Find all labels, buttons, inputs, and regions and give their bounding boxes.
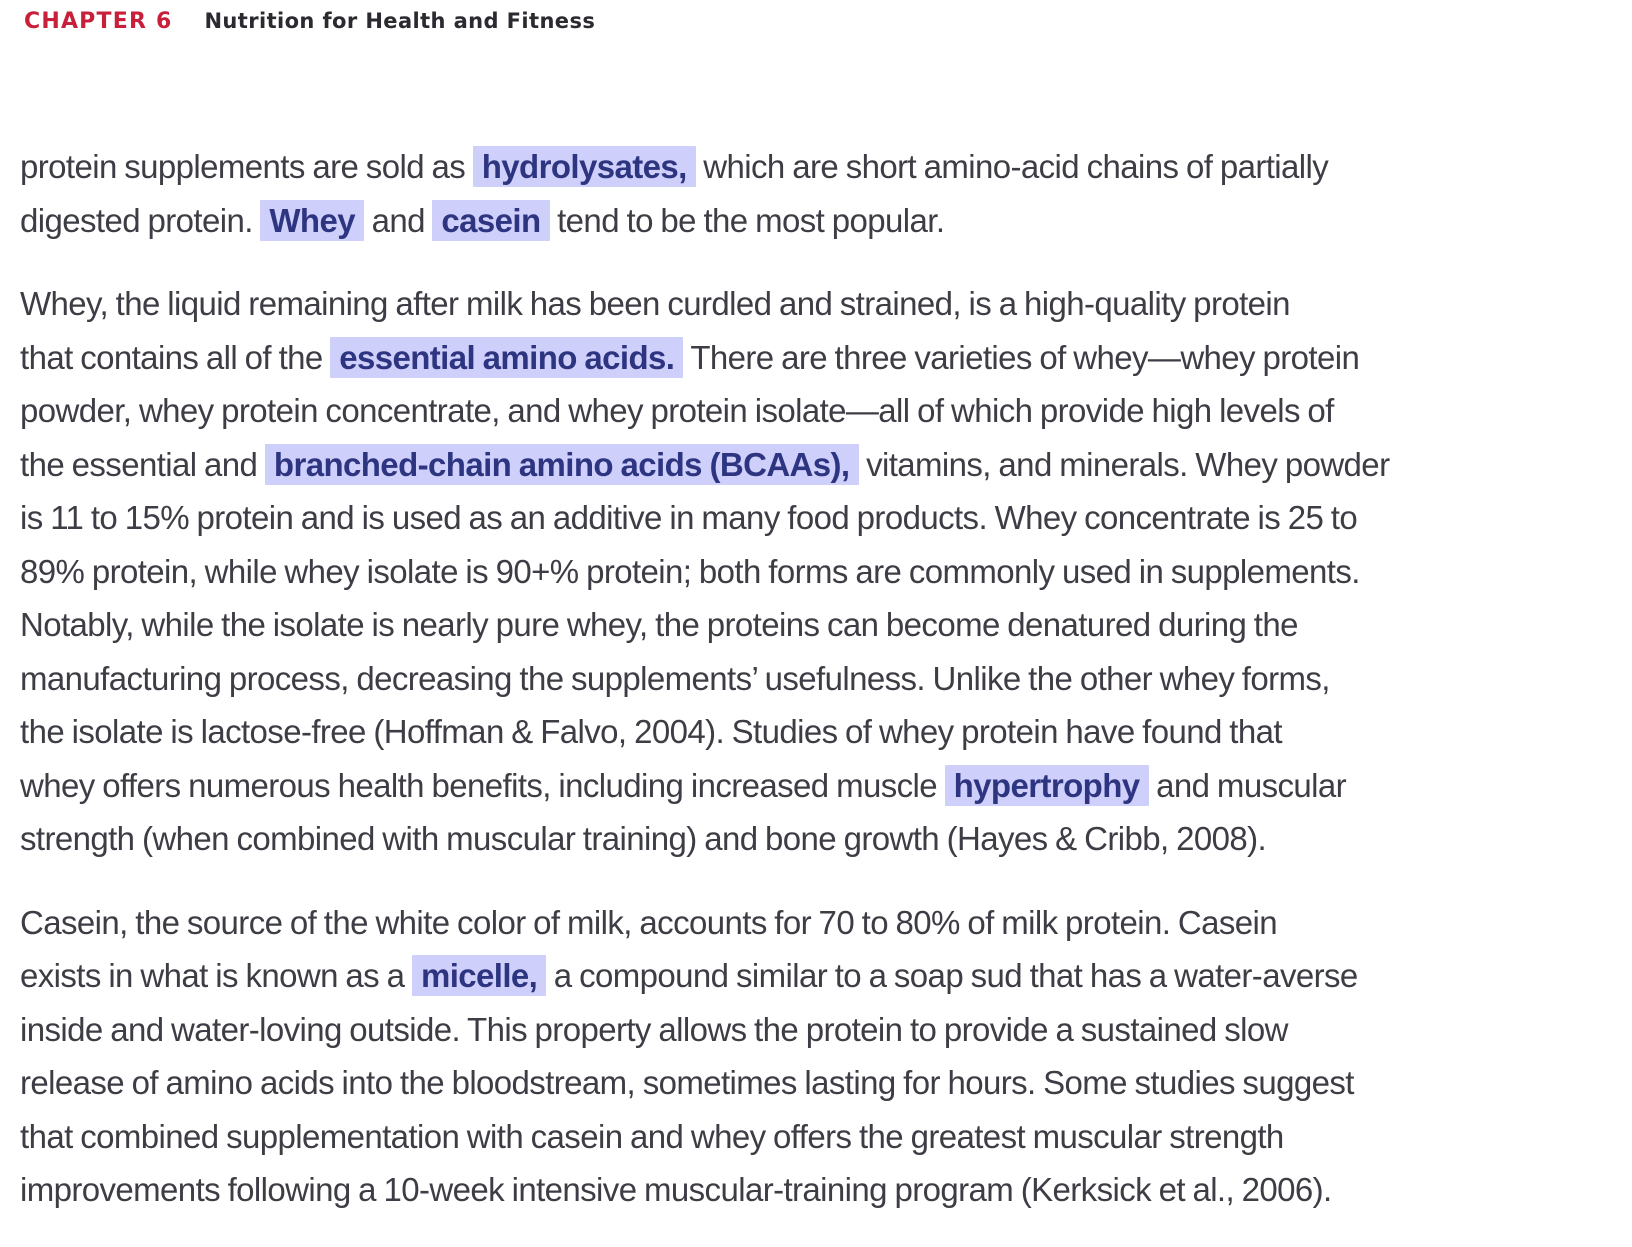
text-line (20, 1003, 1620, 1057)
body-paragraph (20, 277, 1620, 866)
page-body (20, 140, 1620, 1247)
text-segment: inside and water-loving outside. This property allows the protein to provide a sustained slow (20, 1010, 1288, 1048)
text-segment: strength (when combined with muscular training) and bone growth (Hayes & Cribb, 2008). (20, 820, 1267, 857)
text-segment: digested protein. (20, 201, 261, 239)
text-line (20, 545, 1620, 599)
text-segment: exists in what is known as a (20, 957, 412, 994)
text-line (20, 331, 1620, 385)
text-line (20, 1056, 1620, 1110)
text-line (20, 438, 1620, 492)
text-segment: manufacturing process, decreasing the supplements’ usefulness. Unlike the other whey forms, (20, 659, 1330, 697)
text-line (20, 194, 1620, 248)
body-paragraph (20, 140, 1620, 247)
text-line (20, 491, 1620, 545)
key-term-highlight: essential amino acids. (330, 337, 683, 378)
text-segment: the essential and (20, 445, 265, 483)
text-segment: the isolate is lactose-free (Hoffman & Falvo, 2004). Studies of whey protein have found that (20, 713, 1282, 750)
key-term-highlight: branched-chain amino acids (BCAAs), (265, 444, 859, 485)
running-header (24, 4, 595, 38)
text-segment: 89% protein, while whey isolate is 90+% protein; both forms are commonly used in supplements. (20, 552, 1360, 590)
text-segment: tend to be the most popular. (549, 201, 945, 239)
text-line (20, 705, 1620, 759)
text-line (20, 598, 1620, 652)
text-line (20, 759, 1620, 813)
text-segment: that contains all of the (20, 338, 331, 376)
chapter-title: Nutrition for Health and Fitness (204, 9, 596, 33)
key-term-highlight: casein (432, 200, 549, 241)
key-term-highlight: Whey (260, 200, 364, 241)
text-segment: improvements following a 10-week intensive muscular-training program (Kerksick et al., 2006). (20, 1171, 1332, 1208)
key-term-highlight: hydrolysates, (473, 146, 696, 187)
text-line (20, 277, 1620, 331)
text-segment: a compound similar to a soap sud that has a water-averse (546, 957, 1358, 994)
text-line (20, 1110, 1620, 1164)
text-line (20, 812, 1620, 866)
key-term-highlight: hypertrophy (945, 765, 1149, 806)
text-segment: and (364, 201, 433, 239)
text-segment: vitamins, and minerals. Whey powder (858, 445, 1390, 483)
text-line (20, 140, 1620, 194)
text-line (20, 949, 1620, 1003)
text-line (20, 652, 1620, 706)
text-segment: is 11 to 15% protein and is used as an additive in many food products. Whey concentrate is 25 to (20, 499, 1358, 536)
body-paragraph (20, 896, 1620, 1217)
text-segment: and muscular (1148, 766, 1346, 804)
text-segment: which are short amino-acid chains of partially (695, 148, 1329, 185)
chapter-label: CHAPTER 6 (24, 8, 173, 34)
key-term-highlight: micelle, (412, 955, 546, 996)
text-segment: powder, whey protein concentrate, and whey protein isolate—all of which provide high levels of (20, 392, 1334, 429)
text-segment: Casein, the source of the white color of milk, accounts for 70 to 80% of milk protein. Casein (20, 903, 1278, 941)
text-line (20, 384, 1620, 438)
text-line (20, 896, 1620, 950)
text-segment: that combined supplementation with casein and whey offers the greatest muscular strength (20, 1117, 1284, 1155)
text-segment: There are three varieties of whey—whey protein (683, 338, 1360, 376)
text-segment: Whey, the liquid remaining after milk has been curdled and strained, is a high-quality protein (20, 285, 1290, 322)
text-segment: protein supplements are sold as (20, 148, 473, 185)
text-segment: whey offers numerous health benefits, including increased muscle (20, 766, 945, 804)
text-line (20, 1163, 1620, 1217)
text-segment: release of amino acids into the bloodstream, sometimes lasting for hours. Some studies suggest (20, 1064, 1354, 1101)
text-segment: Notably, while the isolate is nearly pure whey, the proteins can become denatured during the (20, 606, 1298, 643)
